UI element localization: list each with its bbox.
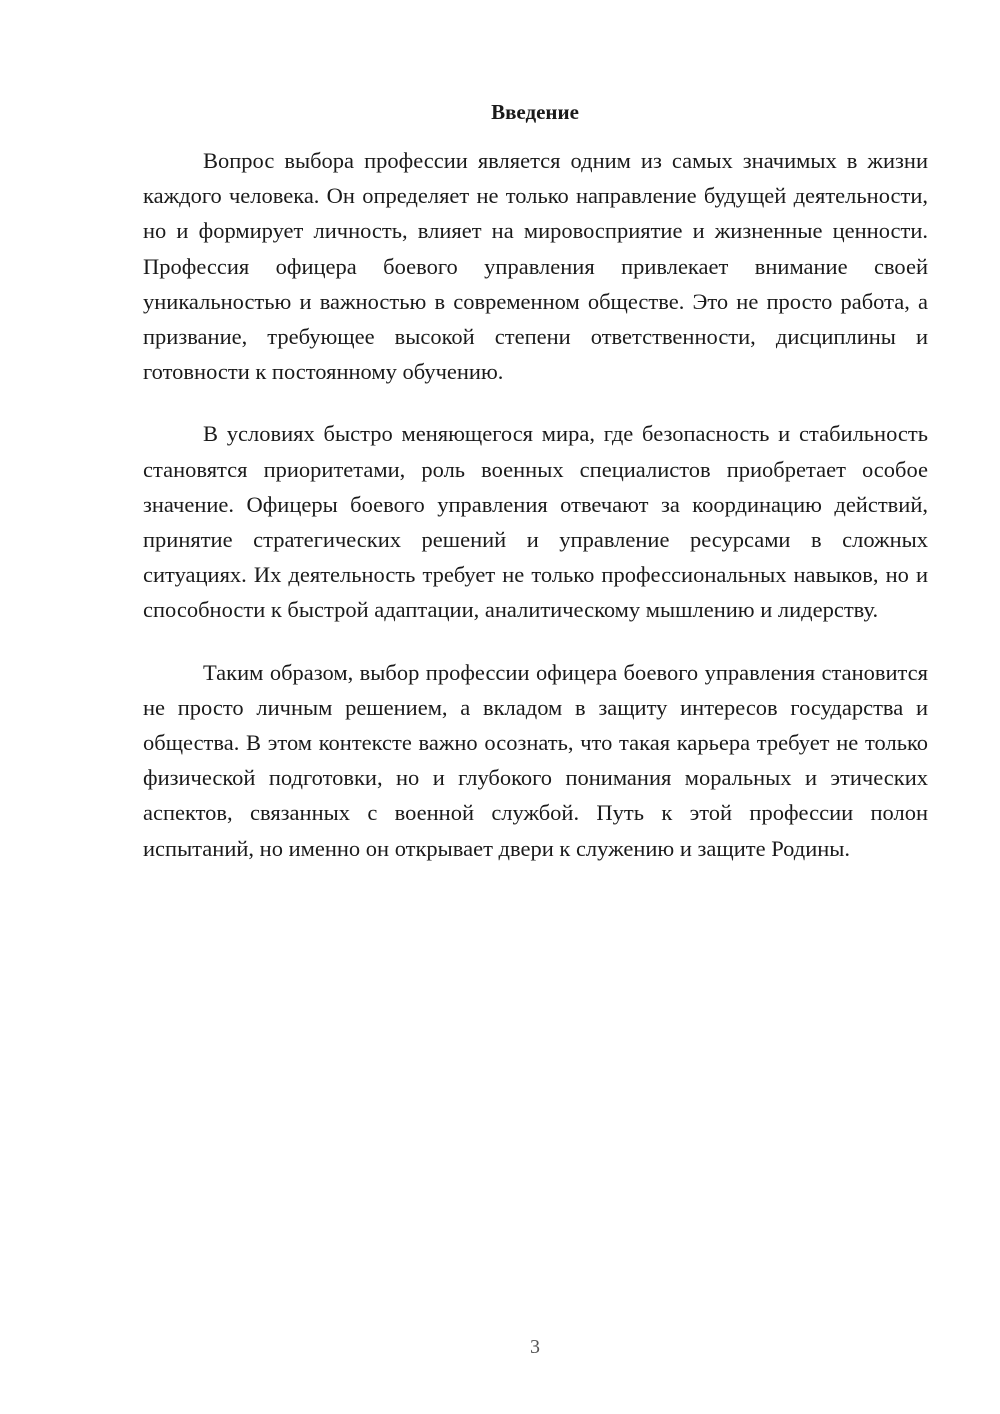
paragraph-3: Таким образом, выбор профессии офицера боевого управления становится не просто личным решением, а вкладом в защиту интересов государства и общества. В этом контексте важно осознать, что такая карьера требует не только физической подготовки, но и глубокого понимания моральных и этических аспектов, связанных с военной службой. Путь к этой профессии полон испытаний, но именно он открывает двери к служению и защите Родины. xyxy=(143,659,928,861)
paragraph-1: Вопрос выбора профессии является одним из самых значимых в жизни каждого человека. Он определяет не только направление будущей деятельности, но и формирует личность, влияет на мировосприятие и жизненные ценности. Профессия офицера боевого управления привлекает внимание своей уникальностью и важностью в современном обществе. Это не просто работа, а призвание, требующее высокой степени ответственности, дисциплины и готовности к постоянному обучению. xyxy=(143,148,928,385)
section-heading: Введение xyxy=(491,100,579,124)
body-text xyxy=(143,143,928,893)
page-number: 3 xyxy=(530,1336,540,1358)
paragraph-2: В условиях быстро меняющегося мира, где безопасность и стабильность становятся приоритетами, роль военных специалистов приобретает особое значение. Офицеры боевого управления отвечают за координацию действий, принятие стратегических решений и управление ресурсами в сложных ситуациях. Их деятельность требует не только профессиональных навыков, но и способности к быстрой адаптации, аналитическому мышлению и лидерству. xyxy=(143,421,928,623)
